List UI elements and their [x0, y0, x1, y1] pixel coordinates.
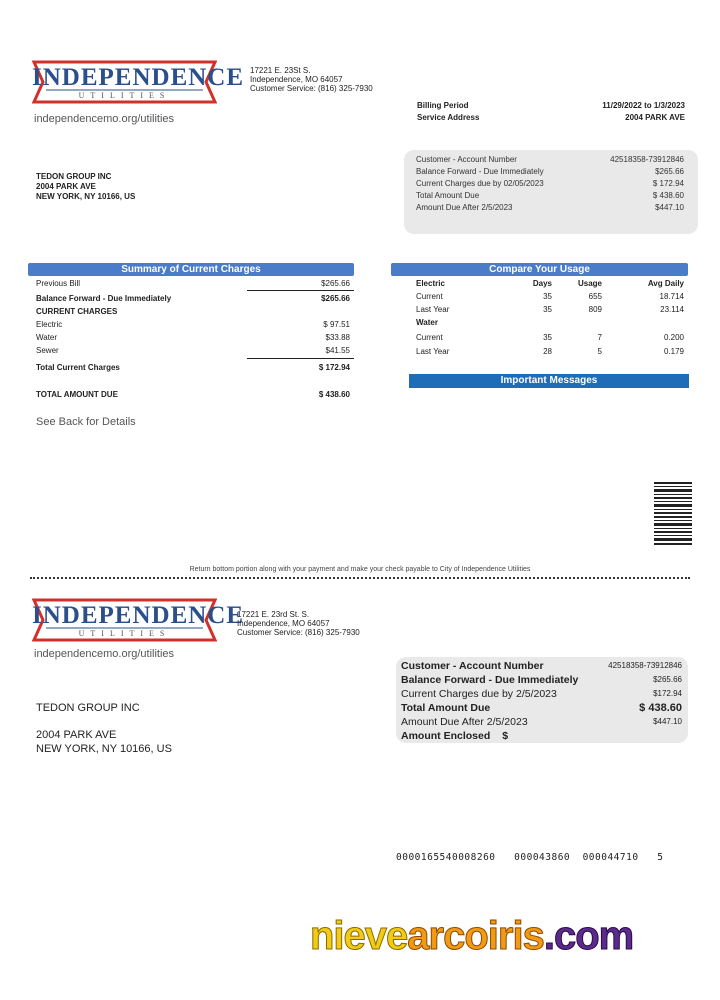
logo: [32, 60, 245, 104]
balance-forward-row: [36, 294, 350, 304]
usage-cell: 35: [543, 333, 552, 342]
billing-period-label: Billing Period: [417, 101, 469, 110]
row-value: $ 438.60: [318, 390, 350, 399]
account-summary-box: [404, 150, 698, 234]
row-value: $41.55: [325, 346, 350, 355]
customer-address-line: 2004 PARK AVE: [36, 182, 96, 191]
row-label: Previous Bill: [36, 279, 81, 288]
charge-line-sewer: [36, 346, 350, 356]
stub-row-label: Current Charges due by 2/5/2023: [401, 688, 557, 700]
address-line: Independence, MO 64057: [250, 75, 343, 84]
account-row-label: Total Amount Due: [416, 191, 480, 200]
micr-line: 0000165540008260 000043860 000044710 5: [396, 852, 664, 863]
row-value: $ 97.51: [323, 320, 350, 329]
usage-cell: 0.200: [663, 333, 684, 342]
account-row-value: $447.10: [655, 203, 684, 212]
account-row-value: $ 172.94: [652, 179, 684, 188]
row-label: Sewer: [36, 346, 59, 355]
barcode-icon: [654, 482, 692, 546]
perforation-line: [30, 577, 690, 579]
summary-header: Summary of Current Charges: [28, 263, 354, 276]
stub-logo: [32, 598, 245, 642]
usage-cell: 5: [597, 347, 602, 356]
return-instructions: Return bottom portion along with your payment and make your check payable to City of Independence Utilities: [189, 566, 531, 573]
usage-cell: 35: [543, 292, 552, 301]
logo-wordmark: INDEPENDENCE: [32, 602, 245, 629]
account-row: [416, 166, 684, 178]
stub-payment-box: [396, 657, 688, 743]
row-label: Total Current Charges: [36, 363, 120, 372]
stub-row: [401, 673, 682, 687]
stub-row: [401, 715, 682, 729]
account-row-label: Balance Forward - Due Immediately: [416, 167, 544, 176]
row-label: TOTAL AMOUNT DUE: [36, 390, 118, 399]
stub-website-link[interactable]: independencemo.org/utilities: [34, 648, 175, 660]
service-address-label: Service Address: [417, 113, 480, 122]
account-row-label: Customer - Account Number: [416, 155, 517, 164]
stub-row-label: Amount Enclosed: [401, 730, 491, 742]
usage-cell: 809: [588, 305, 602, 314]
stub-row-label: Balance Forward - Due Immediately: [401, 674, 579, 686]
usage-row-label: Last Year: [416, 305, 450, 314]
address-line: NEW YORK, NY 10166, US: [36, 743, 172, 755]
see-back-note: See Back for Details: [36, 416, 136, 428]
service-address-value: 2004 PARK AVE: [625, 113, 685, 122]
account-row: [416, 202, 684, 214]
usage-cell: 23.114: [660, 305, 684, 314]
address-line: 17221 E. 23rd St. S.: [237, 610, 310, 619]
usage-header: Compare Your Usage: [391, 263, 688, 276]
stub-row: [401, 701, 682, 715]
row-label: Water: [36, 333, 58, 342]
stub-currency-symbol: $: [502, 730, 509, 742]
total-current-row: [36, 363, 350, 373]
usage-water-heading: Water: [416, 318, 438, 327]
usage-cell: 35: [543, 305, 552, 314]
stub-row-label: Amount Due After 2/5/2023: [401, 716, 528, 728]
account-row-label: Amount Due After 2/5/2023: [416, 203, 513, 212]
stub-row-label: Total Amount Due: [401, 702, 491, 714]
account-row: [416, 190, 684, 202]
utility-address: [250, 66, 373, 93]
account-row-label: Current Charges due by 02/05/2023: [416, 179, 544, 188]
row-label: Balance Forward - Due Immediately: [36, 294, 172, 303]
important-messages-header: Important Messages: [409, 374, 689, 388]
usage-col-days: Days: [532, 279, 552, 288]
usage-col-avg: Avg Daily: [647, 279, 684, 288]
usage-cell: 655: [588, 292, 602, 301]
usage-col-usage: Usage: [577, 279, 602, 288]
total-due-row: [36, 390, 350, 400]
account-row: [416, 178, 684, 190]
stub-row-value: $265.66: [653, 675, 682, 684]
usage-cell: 28: [543, 347, 552, 356]
stub-row-label: Customer - Account Number: [401, 660, 544, 672]
charge-line-water: [36, 333, 350, 343]
row-value: $ 172.94: [318, 363, 350, 372]
address-line: 2004 PARK AVE: [36, 729, 117, 741]
row-value: $265.66: [321, 279, 350, 288]
customer-address-line: NEW YORK, NY 10166, US: [36, 192, 136, 201]
usage-cell: 7: [597, 333, 602, 342]
account-row-value: $265.66: [655, 167, 684, 176]
address-line: Customer Service: (816) 325-7930: [237, 628, 360, 637]
current-charges-heading: [36, 307, 350, 317]
usage-cell: 0.179: [663, 347, 684, 356]
row-label: Electric: [36, 320, 63, 329]
account-row-value: $ 438.60: [652, 191, 684, 200]
account-row-value: 42518358-73912846: [610, 155, 684, 164]
customer-block: [36, 172, 135, 202]
barcode: [654, 482, 692, 546]
logo-tagline: UTILITIES: [78, 91, 171, 100]
usage-cell: 18.714: [659, 292, 684, 301]
billing-period-value: 11/29/2022 to 1/3/2023: [602, 101, 685, 110]
watermark-part: nieve: [310, 914, 408, 958]
divider: [247, 290, 354, 291]
usage-row-label: Last Year: [416, 347, 450, 356]
stub-amount-enclosed: [401, 729, 682, 743]
stub-row-value: 42518358-73912846: [608, 661, 682, 670]
address-line: Customer Service: (816) 325-7930: [250, 84, 373, 93]
usage-row-label: Current: [416, 333, 443, 342]
stub-row-value: $ 438.60: [639, 702, 682, 714]
logo-tagline: UTILITIES: [78, 629, 171, 638]
logo-wordmark: INDEPENDENCE: [32, 64, 245, 91]
stub-customer-address: [36, 728, 172, 756]
usage-table: [416, 278, 684, 362]
address-line: 17221 E. 23St S.: [250, 66, 311, 75]
charge-line-electric: [36, 320, 350, 330]
stub-row-value: $447.10: [653, 717, 682, 726]
stub-row: [401, 659, 682, 673]
watermark: [310, 914, 633, 959]
row-value: $33.88: [325, 333, 350, 342]
watermark-part: .com: [543, 914, 634, 958]
previous-bill-row: [36, 279, 350, 289]
address-line: Independence, MO 64057: [237, 619, 330, 628]
customer-name: TEDON GROUP INC: [36, 172, 112, 181]
account-row: [416, 154, 684, 166]
row-value: $265.66: [321, 294, 350, 303]
usage-col-electric: Electric: [416, 279, 445, 288]
website-link[interactable]: independencemo.org/utilities: [34, 113, 175, 125]
divider: [247, 358, 354, 359]
watermark-part: arcoiris: [407, 914, 544, 958]
stub-customer-name: TEDON GROUP INC: [36, 702, 140, 714]
usage-row-label: Current: [416, 292, 443, 301]
stub-utility-address: [237, 610, 360, 637]
stub-row-value: $172.94: [653, 689, 682, 698]
row-label: CURRENT CHARGES: [36, 307, 118, 316]
stub-row: [401, 687, 682, 701]
